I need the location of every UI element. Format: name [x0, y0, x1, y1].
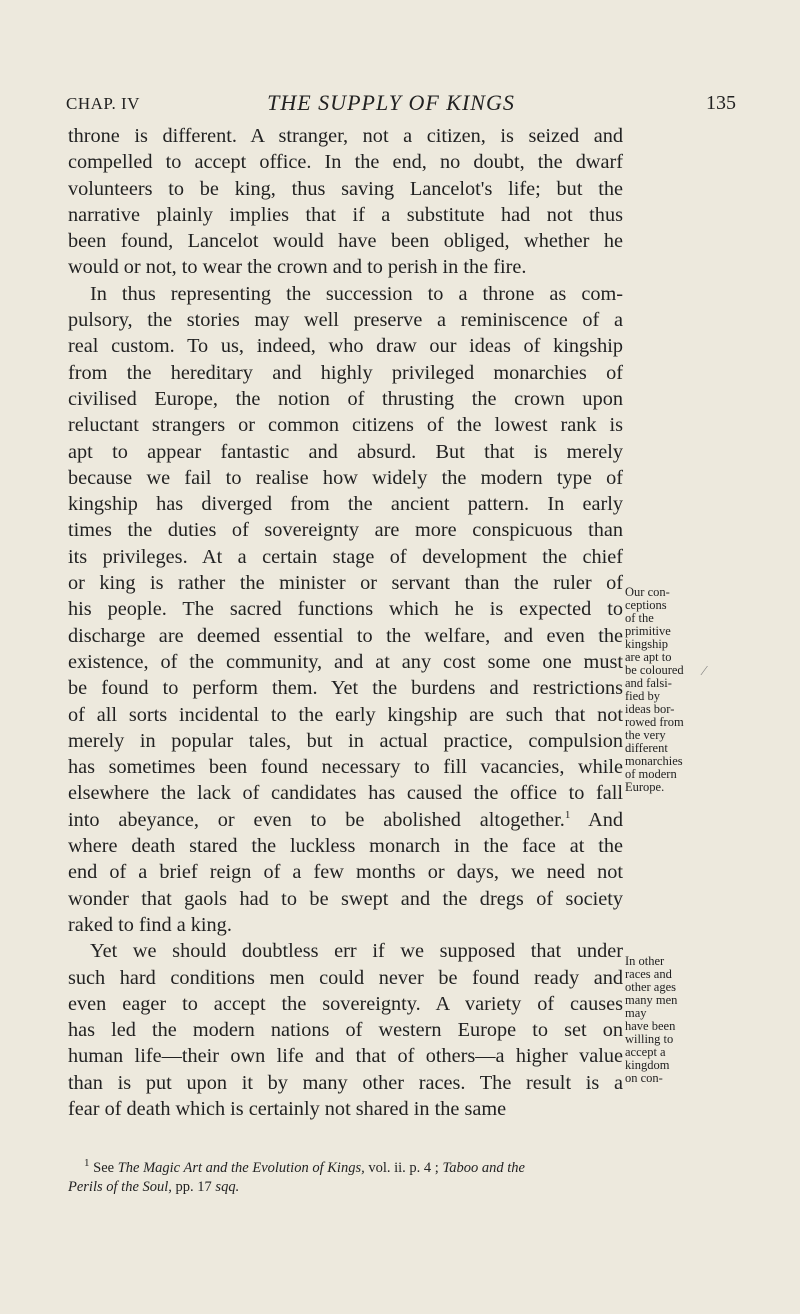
text-line: where death stared the luckless monarch in the face at the [68, 835, 623, 858]
text-line: human life—their own life and that of others—a higher value [68, 1045, 623, 1068]
marginal-note-kingship [625, 586, 725, 794]
marginal-note-line: primitive [625, 624, 671, 638]
marginal-note-line: the very [625, 728, 666, 742]
footnote-ref: 1 [564, 808, 571, 821]
marginal-note-line: may [625, 1006, 647, 1020]
text-line: of all sorts incidental to the early kingship are such that not [68, 703, 623, 726]
text-line: raked to find a king. [68, 913, 232, 936]
marginal-note-line: fied by [625, 689, 661, 703]
text-line: discharge are deemed essential to the welfare, and even the [68, 624, 623, 647]
running-header [66, 90, 736, 116]
text-line: Yet we should doubtless err if we supposed that under [90, 940, 623, 963]
text-line: its privileges. At a certain stage of development the chief [68, 545, 623, 568]
marginal-note-line: different [625, 741, 668, 755]
marginal-note-line: ceptions [625, 598, 667, 612]
text-line: be found to perform them. Yet the burdens and restrictions [68, 677, 623, 700]
marginal-note-line: be coloured [625, 663, 684, 677]
marginal-note-line: accept a [625, 1045, 666, 1059]
marginal-note-line: In other [625, 954, 665, 968]
marginal-note-line: kingdom [625, 1058, 670, 1072]
text-line: In thus representing the succession to a throne as com- [90, 282, 623, 305]
marginal-note-line: many men [625, 993, 678, 1007]
text-line: fear of death which is certainly not shared in the same [68, 1097, 507, 1120]
text-line: existence, of the community, and at any cost some one must [68, 650, 623, 673]
marginal-note-line: on con- [625, 1071, 663, 1085]
footnote [68, 1159, 668, 1197]
text-line: wonder that gaols had to be swept and the dregs of society [68, 887, 623, 910]
text-line: than is put upon it by many other races. The result is a [68, 1071, 623, 1094]
marginal-note-line: of modern [625, 767, 677, 781]
main-text [68, 123, 623, 1122]
text-line: even eager to accept the sovereignty. A variety of causes [68, 992, 623, 1015]
text-line: end of a brief reign of a few months or days, we need not [68, 861, 623, 884]
marginal-note-line: Europe. [625, 780, 665, 794]
text-line: times the duties of sovereignty are more conspicuous than [68, 519, 623, 542]
text-line: has sometimes been found necessary to fill vacancies, while [68, 756, 623, 779]
text-line: would or not, to wear the crown and to perish in the fire. [68, 256, 527, 279]
text-line: his people. The sacred functions which he is expected to [68, 598, 623, 621]
marginal-note-line: ideas bor- [625, 702, 675, 716]
marginal-note-line: of the [625, 611, 654, 625]
pencil-mark: ⁄ [703, 664, 706, 679]
text-line: compelled to accept office. In the end, no doubt, the dwarf [68, 151, 623, 174]
text-line: pulsory, the stories may well preserve a reminiscence of a [68, 309, 623, 332]
text-line: elsewhere the lack of candidates has caused the office to fall [68, 782, 623, 805]
marginal-note-line: races and [625, 967, 672, 981]
footnote-line-2: Perils of the Soul, pp. 17 sqq. [68, 1179, 240, 1195]
text-line: because we fail to realise how widely the modern type of [68, 466, 623, 489]
text-line: narrative plainly implies that if a substitute had not thus [68, 203, 623, 226]
text-line: volunteers to be king, thus saving Lancelot's life; but the [68, 177, 623, 200]
marginal-note-line: monarchies [625, 754, 683, 768]
marginal-note-line: kingship [625, 637, 669, 651]
marginal-note-line: are apt to [625, 650, 672, 664]
text-line: reluctant strangers or common citizens of the lowest rank is [68, 414, 623, 437]
footnote-line-1: $^1$ See The Magic Art and the Evolution of Kings, vol. ii. p. 4 ; Taboo and the [84, 1157, 525, 1176]
text-line: has led the modern nations of western Europe to set on [68, 1019, 623, 1042]
marginal-note-line: and falsi- [625, 676, 672, 690]
text-line: apt to appear fantastic and absurd. But that is merely [68, 440, 623, 463]
marginal-note-line: have been [625, 1019, 676, 1033]
text-line: into abeyance, or even to be abolished altogether.$^1$ And [68, 808, 623, 831]
marginal-note-other-races [625, 955, 725, 1085]
marginal-note-line: rowed from [625, 715, 684, 729]
text-line: or king is rather the minister or servant than the ruler of [68, 572, 623, 595]
text-line: merely in popular tales, but in actual practice, compulsion [68, 729, 623, 752]
text-line: civilised Europe, the notion of thrusting the crown upon [68, 387, 623, 410]
page-number: 135 [706, 92, 736, 114]
text-line: throne is different. A stranger, not a citizen, is seized and [68, 125, 623, 147]
marginal-note-line: other ages [625, 980, 677, 994]
text-line: kingship has diverged from the ancient pattern. In early [68, 493, 623, 516]
text-line: such hard conditions men could never be found ready and [68, 966, 623, 989]
text-line: from the hereditary and highly privileged monarchies of [68, 361, 623, 384]
text-line: real custom. To us, indeed, who draw our ideas of kingship [68, 335, 623, 358]
running-title: THE SUPPLY OF KINGS [267, 90, 515, 115]
text-line: been found, Lancelot would have been obliged, whether he [68, 230, 623, 253]
marginal-note-line: Our con- [625, 585, 670, 599]
marginal-note-line: willing to [625, 1032, 674, 1046]
chapter-label: CHAP. IV [66, 94, 140, 113]
